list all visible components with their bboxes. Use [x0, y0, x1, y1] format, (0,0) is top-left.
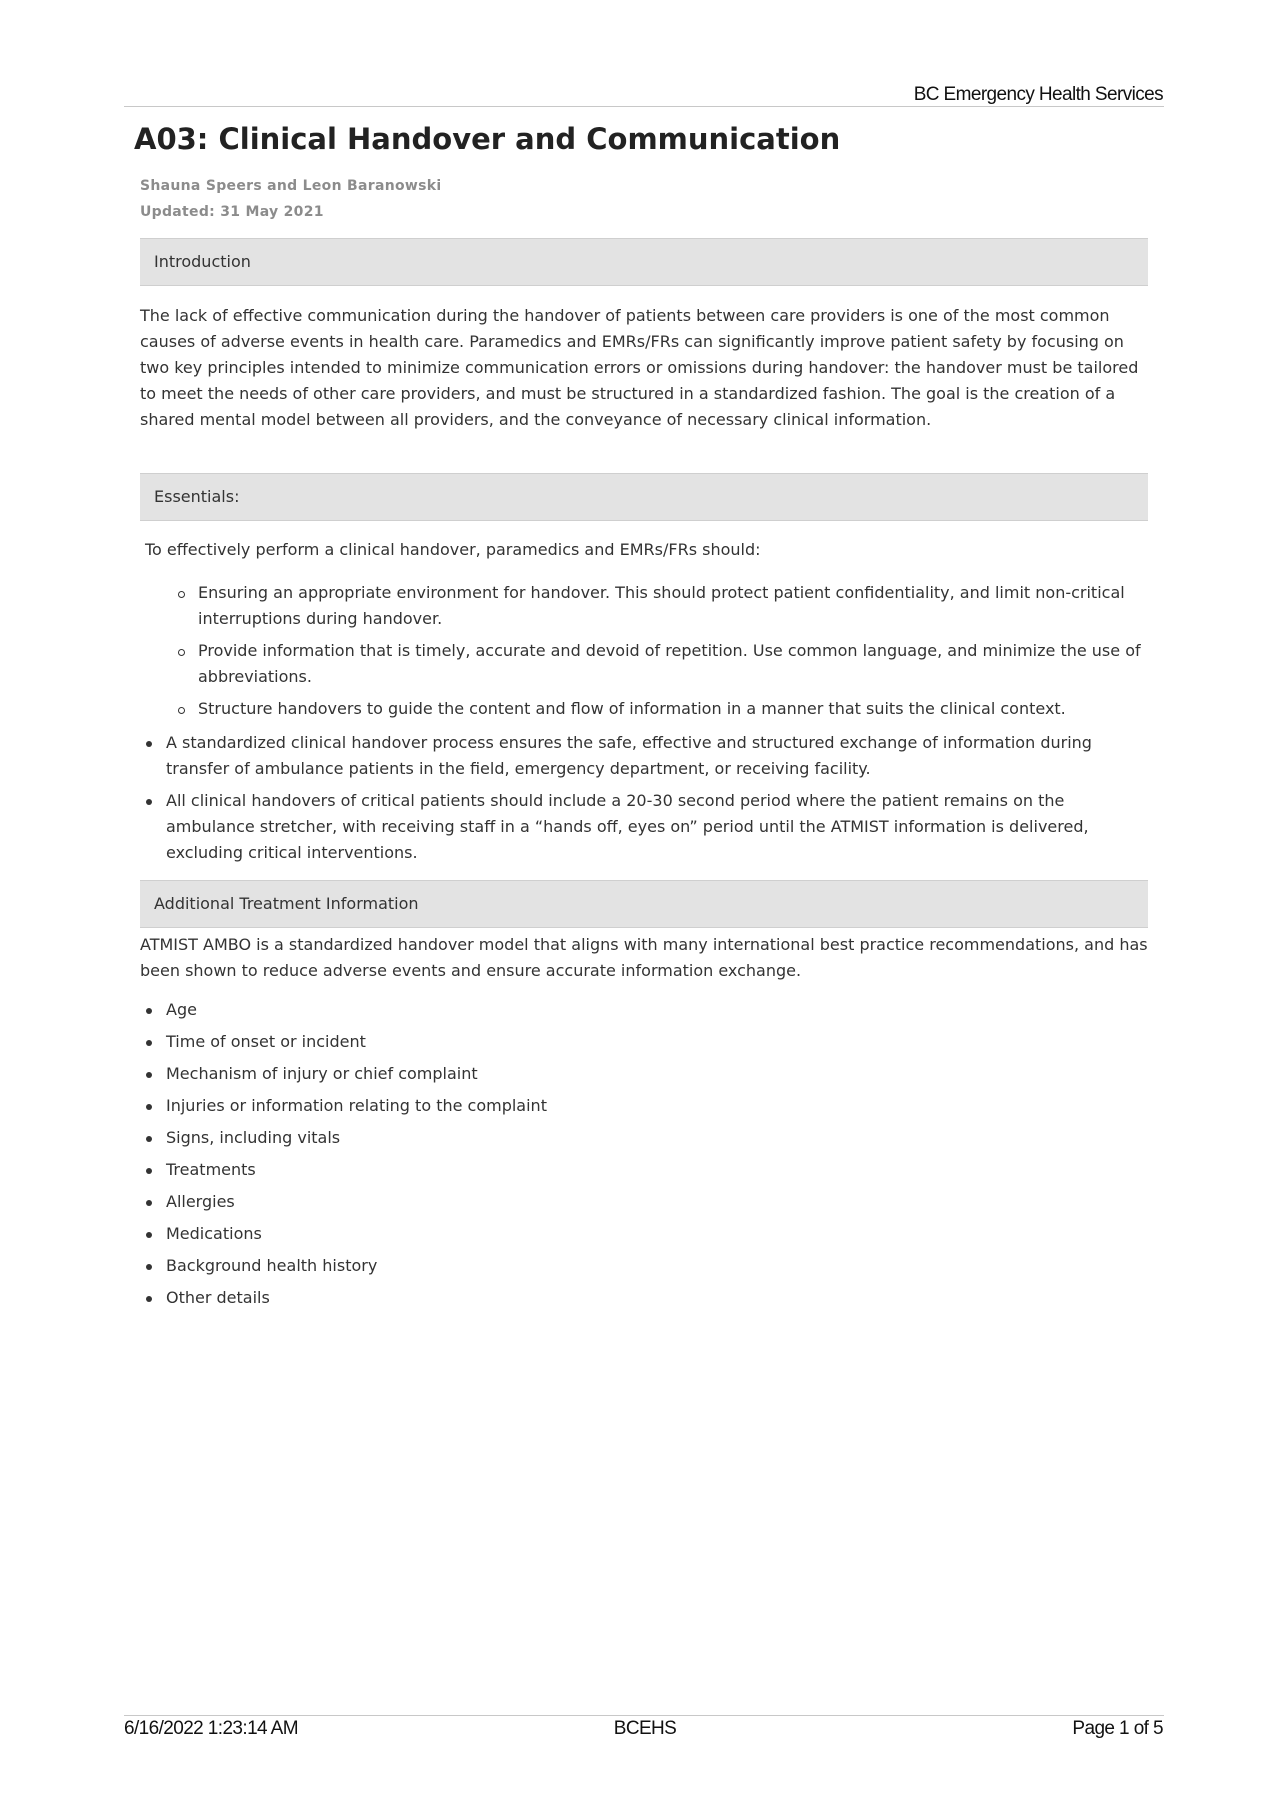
- list-item: Time of onset or incident: [140, 1029, 1150, 1055]
- atmist-ambo-list: [140, 997, 1150, 1317]
- essentials-list: [140, 730, 1150, 872]
- document-updated-date: Updated: 31 May 2021: [140, 204, 324, 220]
- page-title: A03: Clinical Handover and Communication: [134, 122, 841, 156]
- list-item: Background health history: [140, 1253, 1150, 1279]
- list-item: Ensuring an appropriate environment for handover. This should protect patient confidentiality, and limit non-critical interruptions during handover.: [172, 580, 1152, 632]
- section-heading-essentials: Essentials:: [140, 473, 1148, 521]
- list-item: Mechanism of injury or chief complaint: [140, 1061, 1150, 1087]
- footer-timestamp: 6/16/2022 1:23:14 AM: [124, 1718, 298, 1739]
- list-item: A standardized clinical handover process ensures the safe, effective and structured exchange of information during transfer of ambulance patients in the field, emergency department, or receiving facility.: [140, 730, 1150, 782]
- page-number: Page 1 of 5: [1072, 1718, 1163, 1739]
- essentials-intro: To effectively perform a clinical handover, paramedics and EMRs/FRs should:: [145, 540, 761, 559]
- list-item: Treatments: [140, 1157, 1150, 1183]
- section-heading-introduction: Introduction: [140, 238, 1148, 286]
- additional-paragraph: ATMIST AMBO is a standardized handover model that aligns with many international best practice recommendations, and has been shown to reduce adverse events and ensure accurate information exchange.: [140, 935, 1148, 980]
- section-heading-additional-treatment: Additional Treatment Information: [140, 880, 1148, 928]
- list-item: Medications: [140, 1221, 1150, 1247]
- list-item: Structure handovers to guide the content and flow of information in a manner that suits the clinical context.: [172, 696, 1152, 722]
- document-authors: Shauna Speers and Leon Baranowski: [140, 178, 442, 194]
- list-item: Signs, including vitals: [140, 1125, 1150, 1151]
- list-item: Injuries or information relating to the complaint: [140, 1093, 1150, 1119]
- introduction-paragraph: The lack of effective communication during the handover of patients between care providers is one of the most common causes of adverse events in health care. Paramedics and EMRs/FRs can significantly improve patient safety by focusing on two key principles intended to minimize communication errors or omissions during handover: the handover must be tailored to meet the needs of other care providers, and must be structured in a standardized fashion. The goal is the creation of a shared mental model between all providers, and the conveyance of necessary clinical information.: [140, 306, 1139, 429]
- essentials-sub-list: [172, 580, 1152, 728]
- footer-divider: [124, 1715, 1164, 1716]
- footer-organization: BCEHS: [613, 1718, 677, 1739]
- list-item: All clinical handovers of critical patients should include a 20-30 second period where the patient remains on the ambulance stretcher, with receiving staff in a “hands off, eyes on” period until the ATMIST information is delivered, excluding critical interventions.: [140, 788, 1150, 866]
- list-item: Age: [140, 997, 1150, 1023]
- header-organization: BC Emergency Health Services: [913, 84, 1163, 105]
- list-item: Provide information that is timely, accurate and devoid of repetition. Use common language, and minimize the use of abbreviations.: [172, 638, 1152, 690]
- list-item: Other details: [140, 1285, 1150, 1311]
- list-item: Allergies: [140, 1189, 1150, 1215]
- header-divider: [124, 106, 1164, 107]
